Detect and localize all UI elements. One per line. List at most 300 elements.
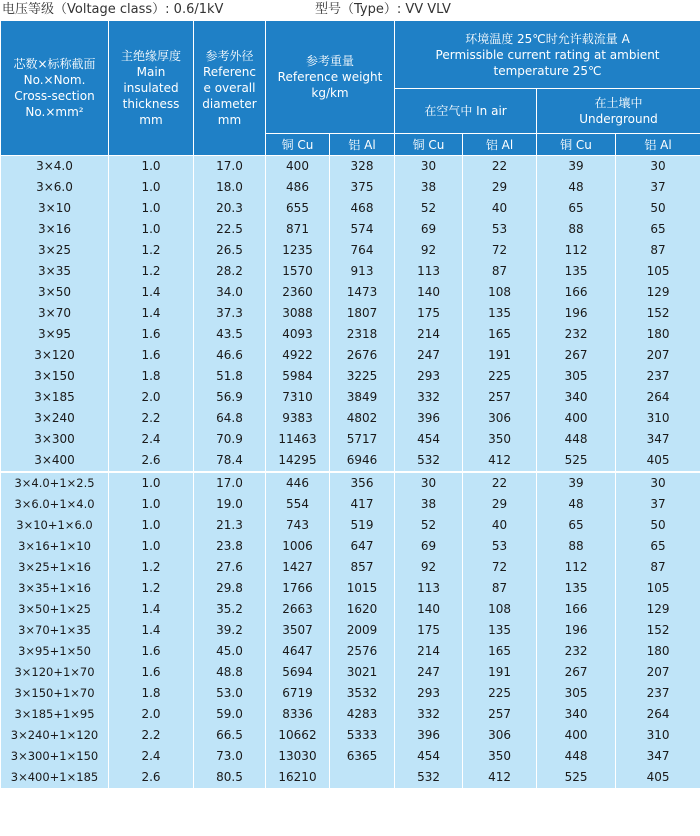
table-row [1, 156, 700, 178]
cell-ground-al: 310 [616, 408, 700, 429]
cell-weight-cu: 1427 [266, 557, 330, 578]
cell-ground-cu: 400 [537, 408, 616, 429]
cell-weight-al: 417 [330, 494, 395, 515]
cell-cross-section: 3×4.0+1×2.5 [1, 472, 109, 494]
cell-ground-al: 237 [616, 683, 700, 704]
cell-insulation-thickness: 1.2 [109, 557, 194, 578]
table-row [1, 641, 700, 662]
cell-insulation-thickness: 1.6 [109, 324, 194, 345]
cell-ground-cu: 88 [537, 536, 616, 557]
cell-weight-cu: 16210 [266, 767, 330, 788]
header-line: 参考重量 [306, 54, 355, 68]
cell-air-al: 87 [463, 578, 537, 599]
cell-ground-cu: 305 [537, 366, 616, 387]
cell-weight-cu: 4922 [266, 345, 330, 366]
cell-insulation-thickness: 1.4 [109, 620, 194, 641]
cell-weight-cu: 655 [266, 198, 330, 219]
cell-ground-al: 264 [616, 387, 700, 408]
cell-weight-al: 647 [330, 536, 395, 557]
cell-air-al: 40 [463, 198, 537, 219]
cell-cross-section: 3×25 [1, 240, 109, 261]
cell-weight-cu: 400 [266, 156, 330, 178]
cell-ground-al: 37 [616, 494, 700, 515]
cell-air-cu: 293 [395, 683, 463, 704]
cell-overall-diameter: 17.0 [194, 156, 266, 178]
cell-ground-cu: 232 [537, 641, 616, 662]
header-line: No.×mm² [25, 105, 84, 119]
cell-overall-diameter: 19.0 [194, 494, 266, 515]
header-current-rating [395, 21, 700, 89]
cell-insulation-thickness: 1.8 [109, 366, 194, 387]
cell-weight-cu: 486 [266, 177, 330, 198]
table-row [1, 177, 700, 198]
cell-air-al: 108 [463, 282, 537, 303]
header-line: 主绝缘厚度 [120, 49, 181, 63]
cell-ground-al: 65 [616, 219, 700, 240]
cell-weight-cu: 11463 [266, 429, 330, 450]
cell-ground-cu: 340 [537, 387, 616, 408]
cell-air-cu: 92 [395, 240, 463, 261]
cell-weight-cu: 4647 [266, 641, 330, 662]
cell-insulation-thickness: 1.4 [109, 303, 194, 324]
cell-insulation-thickness: 2.4 [109, 746, 194, 767]
cell-weight-al: 4283 [330, 704, 395, 725]
cell-ground-al: 65 [616, 536, 700, 557]
table-row [1, 408, 700, 429]
cell-cross-section: 3×6.0 [1, 177, 109, 198]
spec-line [0, 0, 700, 20]
cell-ground-cu: 166 [537, 282, 616, 303]
cell-air-al: 225 [463, 683, 537, 704]
cell-ground-al: 50 [616, 515, 700, 536]
table-row [1, 494, 700, 515]
cell-air-al: 29 [463, 177, 537, 198]
cell-air-cu: 113 [395, 578, 463, 599]
header-ground-al: 铝 Al [616, 134, 700, 156]
cell-overall-diameter: 53.0 [194, 683, 266, 704]
cell-ground-al: 152 [616, 620, 700, 641]
table-row [1, 662, 700, 683]
cell-weight-cu: 9383 [266, 408, 330, 429]
cell-overall-diameter: 20.3 [194, 198, 266, 219]
cell-cross-section: 3×240 [1, 408, 109, 429]
cell-air-al: 29 [463, 494, 537, 515]
table-row [1, 557, 700, 578]
cell-air-al: 135 [463, 620, 537, 641]
cell-air-cu: 396 [395, 408, 463, 429]
cell-weight-al: 574 [330, 219, 395, 240]
cell-weight-cu: 2360 [266, 282, 330, 303]
header-air-cu: 铜 Cu [395, 134, 463, 156]
cell-weight-al: 857 [330, 557, 395, 578]
cell-weight-al: 3532 [330, 683, 395, 704]
cell-overall-diameter: 66.5 [194, 725, 266, 746]
cell-insulation-thickness: 1.0 [109, 494, 194, 515]
cell-air-al: 306 [463, 725, 537, 746]
cell-weight-al: 5717 [330, 429, 395, 450]
header-air-al: 铝 Al [463, 134, 537, 156]
table-row [1, 725, 700, 746]
cell-overall-diameter: 28.2 [194, 261, 266, 282]
cell-overall-diameter: 59.0 [194, 704, 266, 725]
cell-air-cu: 532 [395, 767, 463, 788]
cell-cross-section: 3×35+1×16 [1, 578, 109, 599]
header-cross-section [1, 21, 109, 156]
cell-ground-cu: 135 [537, 261, 616, 282]
cable-spec-table [0, 20, 700, 788]
cell-insulation-thickness: 2.0 [109, 387, 194, 408]
cell-cross-section: 3×185 [1, 387, 109, 408]
cell-overall-diameter: 70.9 [194, 429, 266, 450]
header-line: No.×Nom. [23, 73, 86, 87]
table-row [1, 198, 700, 219]
header-ground-cu: 铜 Cu [537, 134, 616, 156]
cell-air-al: 53 [463, 219, 537, 240]
cell-weight-cu: 1006 [266, 536, 330, 557]
cell-ground-cu: 340 [537, 704, 616, 725]
cell-air-cu: 214 [395, 324, 463, 345]
cell-air-al: 108 [463, 599, 537, 620]
cell-overall-diameter: 56.9 [194, 387, 266, 408]
cell-insulation-thickness: 1.6 [109, 345, 194, 366]
cell-weight-cu: 5984 [266, 366, 330, 387]
cell-cross-section: 3×6.0+1×4.0 [1, 494, 109, 515]
cell-ground-al: 129 [616, 599, 700, 620]
header-line: insulated [123, 81, 179, 95]
table-row [1, 429, 700, 450]
cell-ground-al: 30 [616, 156, 700, 178]
cell-cross-section: 3×120 [1, 345, 109, 366]
cell-weight-al: 3021 [330, 662, 395, 683]
cell-weight-al: 6946 [330, 450, 395, 472]
cell-air-al: 72 [463, 557, 537, 578]
cell-air-al: 135 [463, 303, 537, 324]
cell-ground-al: 264 [616, 704, 700, 725]
cell-air-al: 306 [463, 408, 537, 429]
cell-overall-diameter: 43.5 [194, 324, 266, 345]
cell-ground-al: 105 [616, 261, 700, 282]
cell-air-cu: 175 [395, 620, 463, 641]
cell-insulation-thickness: 2.4 [109, 429, 194, 450]
cell-overall-diameter: 46.6 [194, 345, 266, 366]
cell-insulation-thickness: 2.6 [109, 450, 194, 472]
header-line: 芯数×标称截面 [13, 57, 96, 71]
cell-weight-al: 2318 [330, 324, 395, 345]
cell-ground-al: 105 [616, 578, 700, 599]
cell-weight-al: 913 [330, 261, 395, 282]
cell-weight-cu: 10662 [266, 725, 330, 746]
cell-ground-cu: 88 [537, 219, 616, 240]
cell-ground-cu: 232 [537, 324, 616, 345]
cell-ground-al: 50 [616, 198, 700, 219]
cell-weight-al: 1473 [330, 282, 395, 303]
cell-air-cu: 38 [395, 494, 463, 515]
cell-ground-al: 87 [616, 240, 700, 261]
cell-air-cu: 247 [395, 345, 463, 366]
cell-air-cu: 396 [395, 725, 463, 746]
cell-overall-diameter: 35.2 [194, 599, 266, 620]
cell-weight-cu: 743 [266, 515, 330, 536]
cell-overall-diameter: 39.2 [194, 620, 266, 641]
table-row [1, 219, 700, 240]
header-line: 环境温度 25℃时允许载流量 A [465, 31, 630, 46]
table-row [1, 450, 700, 472]
cell-cross-section: 3×400 [1, 450, 109, 472]
cell-insulation-thickness: 2.0 [109, 704, 194, 725]
cell-insulation-thickness: 2.2 [109, 725, 194, 746]
cell-weight-cu: 3507 [266, 620, 330, 641]
cell-air-al: 22 [463, 156, 537, 178]
cell-insulation-thickness: 1.0 [109, 156, 194, 178]
cell-air-cu: 454 [395, 429, 463, 450]
header-line: mm [139, 113, 163, 127]
cell-ground-cu: 65 [537, 198, 616, 219]
cell-air-al: 257 [463, 387, 537, 408]
cell-ground-al: 207 [616, 662, 700, 683]
cell-air-al: 350 [463, 746, 537, 767]
cell-air-al: 191 [463, 662, 537, 683]
header-in-air [395, 89, 537, 134]
cell-air-al: 53 [463, 536, 537, 557]
cell-cross-section: 3×10+1×6.0 [1, 515, 109, 536]
header-reference-weight [266, 21, 395, 134]
cell-air-cu: 247 [395, 662, 463, 683]
cell-weight-cu: 14295 [266, 450, 330, 472]
cell-air-cu: 454 [395, 746, 463, 767]
cell-air-al: 165 [463, 641, 537, 662]
cell-weight-al: 1807 [330, 303, 395, 324]
cell-weight-cu: 5694 [266, 662, 330, 683]
cell-cross-section: 3×150+1×70 [1, 683, 109, 704]
cell-weight-al: 356 [330, 472, 395, 494]
cell-weight-al: 519 [330, 515, 395, 536]
table-row [1, 303, 700, 324]
cell-ground-cu: 448 [537, 429, 616, 450]
cell-ground-al: 405 [616, 767, 700, 788]
cell-ground-al: 347 [616, 746, 700, 767]
cell-weight-cu: 2663 [266, 599, 330, 620]
cell-air-al: 40 [463, 515, 537, 536]
cell-air-al: 225 [463, 366, 537, 387]
cell-weight-cu: 8336 [266, 704, 330, 725]
cell-weight-cu: 3088 [266, 303, 330, 324]
cell-ground-cu: 39 [537, 156, 616, 178]
header-underground [537, 89, 700, 134]
table-row [1, 366, 700, 387]
cell-ground-cu: 525 [537, 450, 616, 472]
header-line: Underground [579, 112, 658, 126]
cell-cross-section: 3×4.0 [1, 156, 109, 178]
header-weight-al: 铝 Al [330, 134, 395, 156]
header-line: Permissible current rating at ambient [435, 47, 660, 62]
cell-air-cu: 30 [395, 472, 463, 494]
cell-cross-section: 3×25+1×16 [1, 557, 109, 578]
cell-insulation-thickness: 1.6 [109, 641, 194, 662]
cell-weight-al [330, 767, 395, 788]
header-weight-cu: 铜 Cu [266, 134, 330, 156]
cell-ground-cu: 305 [537, 683, 616, 704]
cell-cross-section: 3×240+1×120 [1, 725, 109, 746]
cell-air-cu: 175 [395, 303, 463, 324]
table-row [1, 515, 700, 536]
cell-air-cu: 52 [395, 198, 463, 219]
table-row [1, 704, 700, 725]
cell-ground-al: 30 [616, 472, 700, 494]
cell-ground-cu: 39 [537, 472, 616, 494]
cell-overall-diameter: 23.8 [194, 536, 266, 557]
cell-cross-section: 3×95 [1, 324, 109, 345]
voltage-class-label: 电压等级（Voltage class）: 0.6/1kV [2, 2, 224, 17]
cell-cross-section: 3×150 [1, 366, 109, 387]
cell-weight-al: 328 [330, 156, 395, 178]
table-row [1, 620, 700, 641]
table-row [1, 324, 700, 345]
table-row [1, 387, 700, 408]
cell-overall-diameter: 48.8 [194, 662, 266, 683]
cell-weight-al: 4802 [330, 408, 395, 429]
cell-air-al: 350 [463, 429, 537, 450]
cell-weight-al: 1015 [330, 578, 395, 599]
cell-air-cu: 332 [395, 704, 463, 725]
cell-ground-al: 180 [616, 324, 700, 345]
cell-insulation-thickness: 1.4 [109, 599, 194, 620]
cell-cross-section: 3×185+1×95 [1, 704, 109, 725]
cell-ground-al: 180 [616, 641, 700, 662]
cell-cross-section: 3×10 [1, 198, 109, 219]
cell-insulation-thickness: 1.2 [109, 578, 194, 599]
cell-insulation-thickness: 1.6 [109, 662, 194, 683]
cell-weight-cu: 13030 [266, 746, 330, 767]
cell-ground-al: 405 [616, 450, 700, 472]
header-line: diameter [202, 97, 257, 111]
cell-weight-cu: 4093 [266, 324, 330, 345]
cell-weight-cu: 7310 [266, 387, 330, 408]
cell-ground-cu: 135 [537, 578, 616, 599]
cell-ground-cu: 400 [537, 725, 616, 746]
cell-cross-section: 3×120+1×70 [1, 662, 109, 683]
cell-overall-diameter: 80.5 [194, 767, 266, 788]
cell-overall-diameter: 78.4 [194, 450, 266, 472]
cell-cross-section: 3×95+1×50 [1, 641, 109, 662]
cell-overall-diameter: 18.0 [194, 177, 266, 198]
cell-ground-al: 37 [616, 177, 700, 198]
cell-overall-diameter: 22.5 [194, 219, 266, 240]
cell-air-cu: 140 [395, 599, 463, 620]
cell-overall-diameter: 27.6 [194, 557, 266, 578]
cell-air-cu: 69 [395, 536, 463, 557]
cell-weight-al: 6365 [330, 746, 395, 767]
cell-ground-cu: 65 [537, 515, 616, 536]
header-line: e overall [203, 81, 256, 95]
cell-air-al: 412 [463, 450, 537, 472]
cell-overall-diameter: 29.8 [194, 578, 266, 599]
header-line: temperature 25℃ [493, 63, 602, 78]
cell-ground-al: 152 [616, 303, 700, 324]
cell-ground-al: 207 [616, 345, 700, 366]
header-line: mm [217, 113, 242, 127]
cell-ground-cu: 112 [537, 557, 616, 578]
table-row [1, 282, 700, 303]
cell-weight-al: 3225 [330, 366, 395, 387]
cell-weight-cu: 446 [266, 472, 330, 494]
cell-weight-cu: 1570 [266, 261, 330, 282]
cell-cross-section: 3×70+1×35 [1, 620, 109, 641]
header-insulation-thickness [109, 21, 194, 156]
table-row [1, 767, 700, 788]
cell-insulation-thickness: 1.4 [109, 282, 194, 303]
cell-insulation-thickness: 1.2 [109, 261, 194, 282]
cell-air-al: 412 [463, 767, 537, 788]
cell-overall-diameter: 34.0 [194, 282, 266, 303]
cell-cross-section: 3×16+1×10 [1, 536, 109, 557]
cell-air-cu: 92 [395, 557, 463, 578]
table-row [1, 536, 700, 557]
cell-air-cu: 332 [395, 387, 463, 408]
table-row [1, 746, 700, 767]
cell-overall-diameter: 21.3 [194, 515, 266, 536]
cell-insulation-thickness: 1.0 [109, 198, 194, 219]
cell-cross-section: 3×400+1×185 [1, 767, 109, 788]
cell-overall-diameter: 17.0 [194, 472, 266, 494]
cell-weight-cu: 1766 [266, 578, 330, 599]
table-header [1, 21, 700, 156]
cell-weight-al: 2576 [330, 641, 395, 662]
cell-insulation-thickness: 1.2 [109, 240, 194, 261]
cell-ground-cu: 448 [537, 746, 616, 767]
cell-cross-section: 3×35 [1, 261, 109, 282]
cell-air-al: 191 [463, 345, 537, 366]
cell-air-cu: 140 [395, 282, 463, 303]
cell-cross-section: 3×300 [1, 429, 109, 450]
table-row [1, 599, 700, 620]
cell-air-al: 72 [463, 240, 537, 261]
table-body [1, 156, 700, 789]
table-row [1, 683, 700, 704]
cell-weight-al: 375 [330, 177, 395, 198]
cell-air-cu: 30 [395, 156, 463, 178]
cell-weight-al: 2009 [330, 620, 395, 641]
table-row [1, 261, 700, 282]
cell-air-al: 22 [463, 472, 537, 494]
cell-air-cu: 532 [395, 450, 463, 472]
cell-cross-section: 3×16 [1, 219, 109, 240]
cell-weight-al: 2676 [330, 345, 395, 366]
cell-ground-al: 87 [616, 557, 700, 578]
cell-weight-cu: 871 [266, 219, 330, 240]
header-line: Main [136, 65, 166, 79]
cell-overall-diameter: 73.0 [194, 746, 266, 767]
cell-ground-cu: 48 [537, 494, 616, 515]
cell-overall-diameter: 51.8 [194, 366, 266, 387]
cell-air-cu: 52 [395, 515, 463, 536]
cell-cross-section: 3×50+1×25 [1, 599, 109, 620]
cell-cross-section: 3×50 [1, 282, 109, 303]
header-overall-diameter [194, 21, 266, 156]
header-line: 在空气中 In air [424, 104, 507, 118]
cell-ground-cu: 112 [537, 240, 616, 261]
cell-insulation-thickness: 2.2 [109, 408, 194, 429]
cell-weight-cu: 554 [266, 494, 330, 515]
cell-overall-diameter: 64.8 [194, 408, 266, 429]
cell-weight-al: 3849 [330, 387, 395, 408]
cell-ground-cu: 267 [537, 662, 616, 683]
cell-air-al: 87 [463, 261, 537, 282]
cell-cross-section: 3×70 [1, 303, 109, 324]
cell-air-cu: 69 [395, 219, 463, 240]
cell-cross-section: 3×300+1×150 [1, 746, 109, 767]
cell-air-cu: 214 [395, 641, 463, 662]
cell-air-cu: 38 [395, 177, 463, 198]
